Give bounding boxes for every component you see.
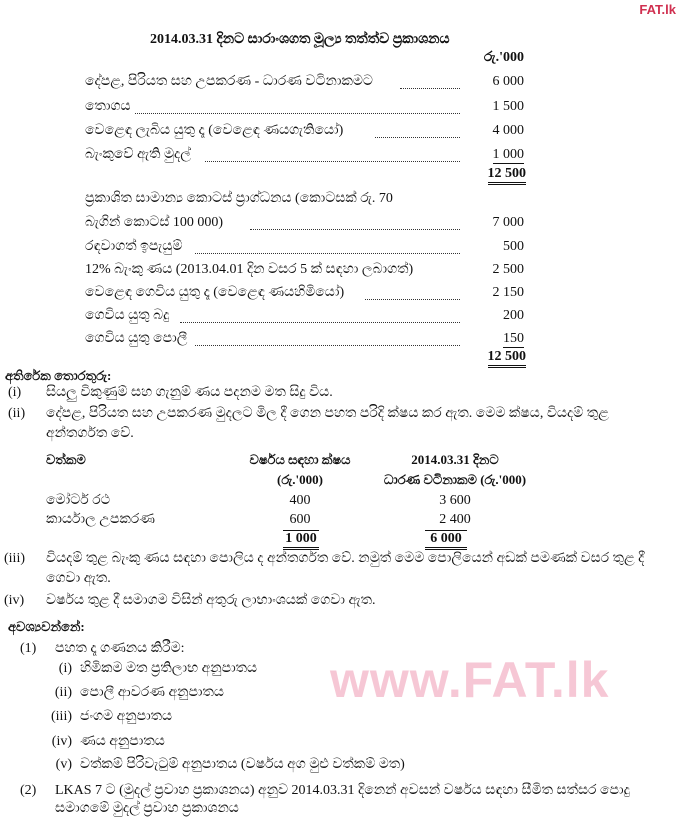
liability-value: 200 bbox=[503, 308, 524, 323]
info-item: වියදම් තුළ බැංකු ණය සඳහා පොලිය ද අන්තර්ගත වේ. නමුත් මෙම පොලියෙන් අඩක් පමණක් වසර තුළ දී bbox=[46, 551, 645, 566]
leader-dots bbox=[375, 137, 460, 138]
table-header-depreciation: වර්ෂය සඳහා ක්ෂය bbox=[249, 452, 351, 467]
liability-label: ගෙවිය යුතු පොලී bbox=[85, 331, 188, 346]
info-item: සියලු විකුණුම් සහ ගැනුම් ණය පදනම මත සිදු විය. bbox=[46, 385, 333, 400]
info-item: දේපළ, පිරියත සහ උපකරණ මුදලට මිල දී ගෙන පහත පරිදි ක්ෂය කර ඇත. මෙම ක්ෂය, වියදම් තුළ bbox=[46, 406, 609, 421]
sub-number: (iii) bbox=[51, 709, 72, 724]
table-header-carrying-date: 2014.03.31 දිනට bbox=[411, 452, 499, 467]
info-item-cont: අන්තර්ගත වේ. bbox=[46, 426, 134, 441]
table-cell-carrying: 3 600 bbox=[439, 493, 471, 508]
table-header-carrying-value: ධාරණ වටිනාකම (රු.'000) bbox=[383, 472, 527, 487]
liability-label: රඳවාගත් ඉපැයුම් bbox=[85, 239, 183, 254]
sub-question: වත්කම් පිරිවැටුම් අනුපාතය (වර්ෂය අග මුළු වත්කම් මත) bbox=[80, 757, 405, 772]
leader-dots bbox=[400, 88, 460, 89]
additional-info-heading: අතිරේක තොරතුරු: bbox=[5, 368, 112, 383]
question-2: LKAS 7 ට (මුදල් ප්‍රවාහ ප්‍රකාශනය) අනුව 2014.03.31 දිනෙන් අවසන් වර්ෂය සඳහා සීමිත සත්සර පොදු bbox=[55, 783, 630, 798]
liability-label: 12% බැංකු ණය (2013.04.01 දින වසර 5 ක් සඳහා ලබාගත්) bbox=[85, 262, 414, 277]
sub-question: පොලී ආවරණ අනුපාතය bbox=[80, 685, 224, 700]
sub-number: (i) bbox=[58, 661, 72, 676]
table-total-carrying: 6 000 bbox=[425, 531, 467, 550]
table-cell-asset: කාර්යාල උපකරණ bbox=[46, 512, 155, 527]
asset-value: 6 000 bbox=[492, 74, 524, 89]
leader-dots bbox=[195, 253, 460, 254]
leader-dots bbox=[195, 345, 460, 346]
sub-number: (v) bbox=[55, 757, 72, 772]
leader-dots bbox=[180, 322, 460, 323]
question-1: පහත දෑ ගණනය කිරීම: bbox=[55, 641, 185, 656]
table-cell-asset: මෝටර් රථ bbox=[46, 493, 111, 508]
asset-label: තොගය bbox=[85, 99, 131, 114]
liability-label: වෙළෙඳ ගෙවිය යුතු දෑ (වෙළෙඳ ණයහිමියෝ) bbox=[85, 285, 345, 300]
info-item: වර්ෂය තුළ දී සමාගම විසින් අතුරු ලාභාංශයක් ගෙවා ඇත. bbox=[46, 593, 376, 608]
info-item-cont: ගෙවා ඇත. bbox=[46, 571, 111, 586]
question-number: (2) bbox=[20, 783, 37, 798]
liability-value: 2 500 bbox=[492, 262, 524, 277]
item-number: (iv) bbox=[4, 593, 25, 608]
item-number: (ii) bbox=[8, 406, 26, 421]
table-cell-carrying: 2 400 bbox=[439, 512, 471, 527]
sub-question: ජංගම අනුපාතය bbox=[80, 709, 173, 724]
table-cell-depreciation: 600 bbox=[289, 512, 311, 527]
question-2-cont: සමාගමේ මුදල් ප්‍රවාහ ප්‍රකාශනය bbox=[55, 801, 239, 816]
required-heading: අවශ්‍යවන්නේ: bbox=[8, 619, 85, 634]
asset-label: බැංකුවේ ඇති මුදල් bbox=[85, 147, 191, 162]
liability-value: 7 000 bbox=[492, 215, 524, 230]
fat-lk-logo: FAT.lk bbox=[639, 2, 676, 17]
leader-dots bbox=[250, 229, 460, 230]
item-number: (iii) bbox=[4, 551, 25, 566]
liability-label-cont: බැගින් කොටස් 100 000) bbox=[85, 215, 224, 230]
leader-dots bbox=[205, 161, 460, 162]
watermark: www.FAT.lk bbox=[330, 652, 610, 708]
sub-question: ණය අනුපාතය bbox=[80, 734, 165, 749]
liability-label: ප්‍රකාශිත සාමාන්‍ය කොටස් ප්‍රාග්ධනය (කොටසක් රු. 70 bbox=[85, 191, 393, 206]
liability-label: ගෙවිය යුතු බදු bbox=[85, 308, 170, 323]
currency-label: රු.'000 bbox=[483, 50, 524, 65]
asset-value: 4 000 bbox=[492, 123, 524, 138]
sub-question: හිමිකම මත ප්‍රතිලාභ අනුපාතය bbox=[80, 661, 258, 676]
item-number: (i) bbox=[8, 385, 22, 400]
liability-value: 2 150 bbox=[492, 285, 524, 300]
asset-value: 1 500 bbox=[492, 99, 524, 114]
question-number: (1) bbox=[20, 641, 37, 656]
asset-label: වෙළෙඳ ලැබිය යුතු දෑ (වෙළෙඳ ණයගැතියෝ) bbox=[85, 123, 344, 138]
leader-dots bbox=[365, 299, 460, 300]
table-header-asset: වත්කම bbox=[46, 452, 86, 467]
table-header-depreciation-unit: (රු.'000) bbox=[277, 472, 323, 487]
asset-label: දේපළ, පිරියත සහ උපකරණ - ධාරණ වටිනාකමට bbox=[85, 74, 373, 89]
table-cell-depreciation: 400 bbox=[289, 493, 311, 508]
sub-number: (ii) bbox=[54, 685, 72, 700]
sub-number: (iv) bbox=[51, 734, 72, 749]
assets-total: 12 500 bbox=[488, 166, 527, 185]
leader-dots bbox=[135, 113, 460, 114]
asset-value: 1 000 bbox=[492, 147, 524, 162]
liability-value: 500 bbox=[503, 239, 524, 254]
statement-title: 2014.03.31 දිනට සාරාංශගත මූල්‍ය තත්ත්ව ප්‍රකාශනය bbox=[150, 32, 450, 47]
liability-value: 150 bbox=[503, 331, 524, 346]
equity-liabilities-total: 12 500 bbox=[488, 349, 527, 368]
table-total-depreciation: 1 000 bbox=[283, 531, 319, 550]
